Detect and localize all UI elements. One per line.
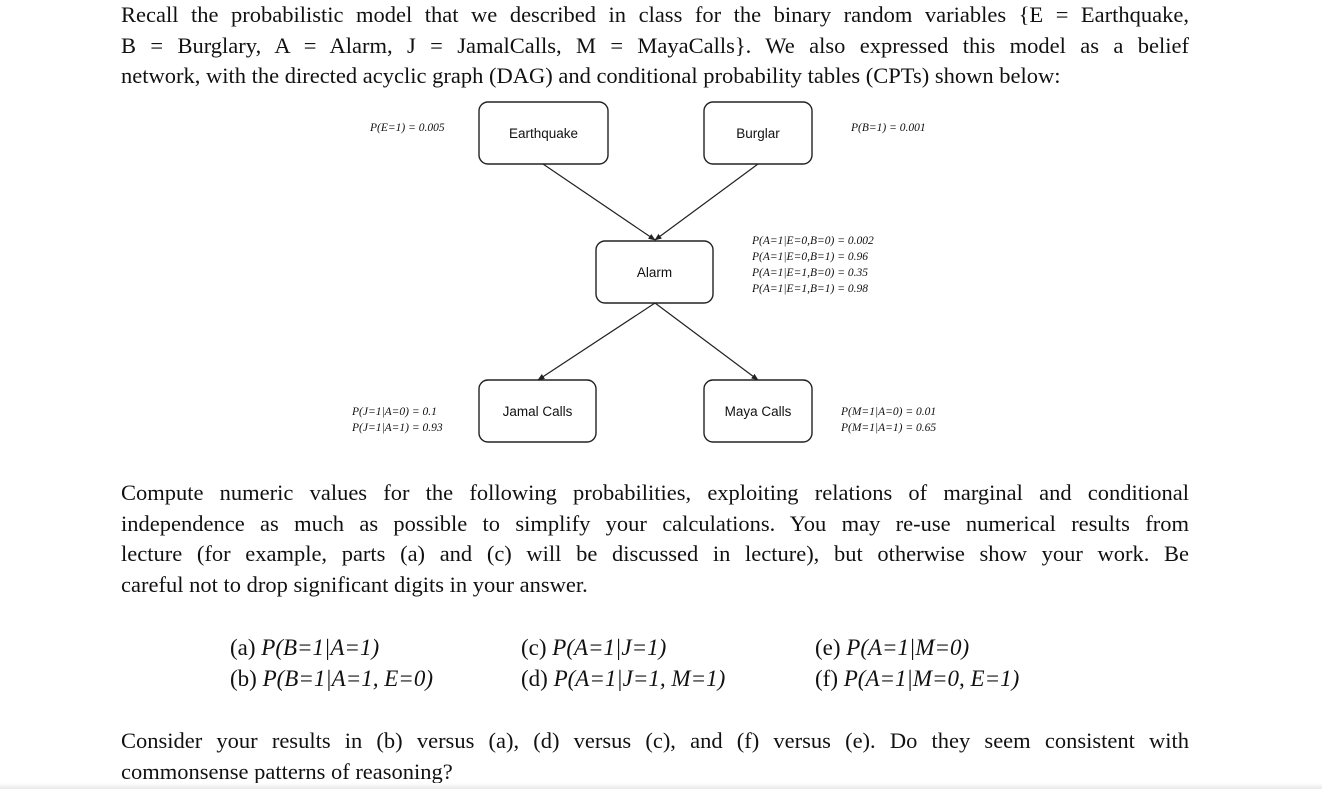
question-label: (e) — [815, 635, 841, 660]
question-expression: P(B=1|A=1, E=0) — [262, 666, 433, 691]
question-label: (f) — [815, 666, 838, 691]
intro-line: network, with the directed acyclic graph (DAG) and conditional probability tables (CPTs) shown below: — [121, 63, 1061, 88]
node-jamal-calls — [479, 380, 596, 442]
node-earthquake-label: Earthquake — [508, 126, 579, 141]
intro-line: B = Burglary, A = Alarm, J = JamalCalls, M = MayaCalls}. We also expressed this model as a belief — [121, 32, 1189, 58]
edge-alarm-maya — [655, 303, 758, 380]
node-earthquake — [479, 102, 608, 164]
task-line: independence as much as possible to simplify your calculations. You may re-use numerical results from — [121, 510, 1189, 536]
node-jamal-label: Jamal Calls — [502, 404, 573, 419]
edge-burglar-alarm — [655, 164, 758, 240]
question-item — [815, 663, 1019, 694]
question-label: (a) — [230, 635, 256, 660]
question-expression: P(B=1|A=1) — [261, 635, 380, 660]
question-expression: P(A=1|J=1, M=1) — [553, 666, 726, 691]
question-item — [230, 663, 433, 694]
cpt-alarm-row: P(A=1|E=1,B=0) = 0.35 — [752, 267, 868, 279]
edge-alarm-jamal — [538, 303, 655, 380]
task-line: lecture (for example, parts (a) and (c) will be discussed in lecture), but otherwise show your work. Be — [121, 541, 1189, 566]
page-bottom-edge — [0, 783, 1322, 789]
closing-line: Consider your results in (b) versus (a), (d) versus (c), and (f) versus (e). Do they seem consistent with — [121, 728, 1189, 753]
question-item — [815, 632, 1019, 663]
question-item — [521, 632, 725, 663]
node-maya-calls — [704, 380, 812, 442]
node-maya-label: Maya Calls — [724, 404, 792, 419]
intro-line: Recall the probabilistic model that we described in class for the binary random variables {E = Earthquake, — [121, 2, 1189, 27]
task-paragraph — [121, 478, 1189, 600]
question-item — [521, 663, 725, 694]
edge-earthquake-alarm — [543, 164, 655, 240]
task-line: Compute numeric values for the following probabilities, exploiting relations of marginal and conditional — [121, 480, 1189, 505]
cpt-alarm-row: P(A=1|E=1,B=1) = 0.98 — [752, 283, 868, 295]
cpt-maya-row: P(M=1|A=0) = 0.01 — [841, 406, 937, 418]
cpt-maya-row: P(M=1|A=1) = 0.65 — [841, 422, 937, 434]
question-label: (b) — [230, 666, 257, 691]
question-expression: P(A=1|M=0) — [846, 635, 970, 660]
question-expression: P(A=1|M=0, E=1) — [843, 666, 1020, 691]
node-alarm-label: Alarm — [636, 265, 673, 280]
question-item — [230, 632, 433, 663]
node-alarm — [596, 241, 713, 303]
cpt-earthquake: P(E=1) = 0.005 — [370, 122, 445, 134]
cpt-jamal-row: P(J=1|A=1) = 0.93 — [352, 422, 443, 434]
question-expression: P(A=1|J=1) — [552, 635, 667, 660]
cpt-burglar: P(B=1) = 0.001 — [851, 122, 926, 134]
closing-paragraph — [121, 726, 1189, 787]
closing-line: commonsense patterns of reasoning? — [121, 758, 453, 784]
question-column — [521, 632, 725, 694]
question-column — [815, 632, 1019, 694]
task-line: careful not to drop significant digits in your answer. — [121, 571, 588, 597]
question-label: (d) — [521, 666, 548, 691]
node-burglar — [704, 102, 812, 164]
cpt-alarm-row: P(A=1|E=0,B=0) = 0.002 — [752, 235, 874, 247]
cpt-jamal-row: P(J=1|A=0) = 0.1 — [352, 406, 437, 418]
question-label: (c) — [521, 635, 547, 660]
question-column — [230, 632, 433, 694]
cpt-alarm-row: P(A=1|E=0,B=1) = 0.96 — [752, 251, 868, 263]
node-burglar-label: Burglar — [736, 126, 780, 141]
